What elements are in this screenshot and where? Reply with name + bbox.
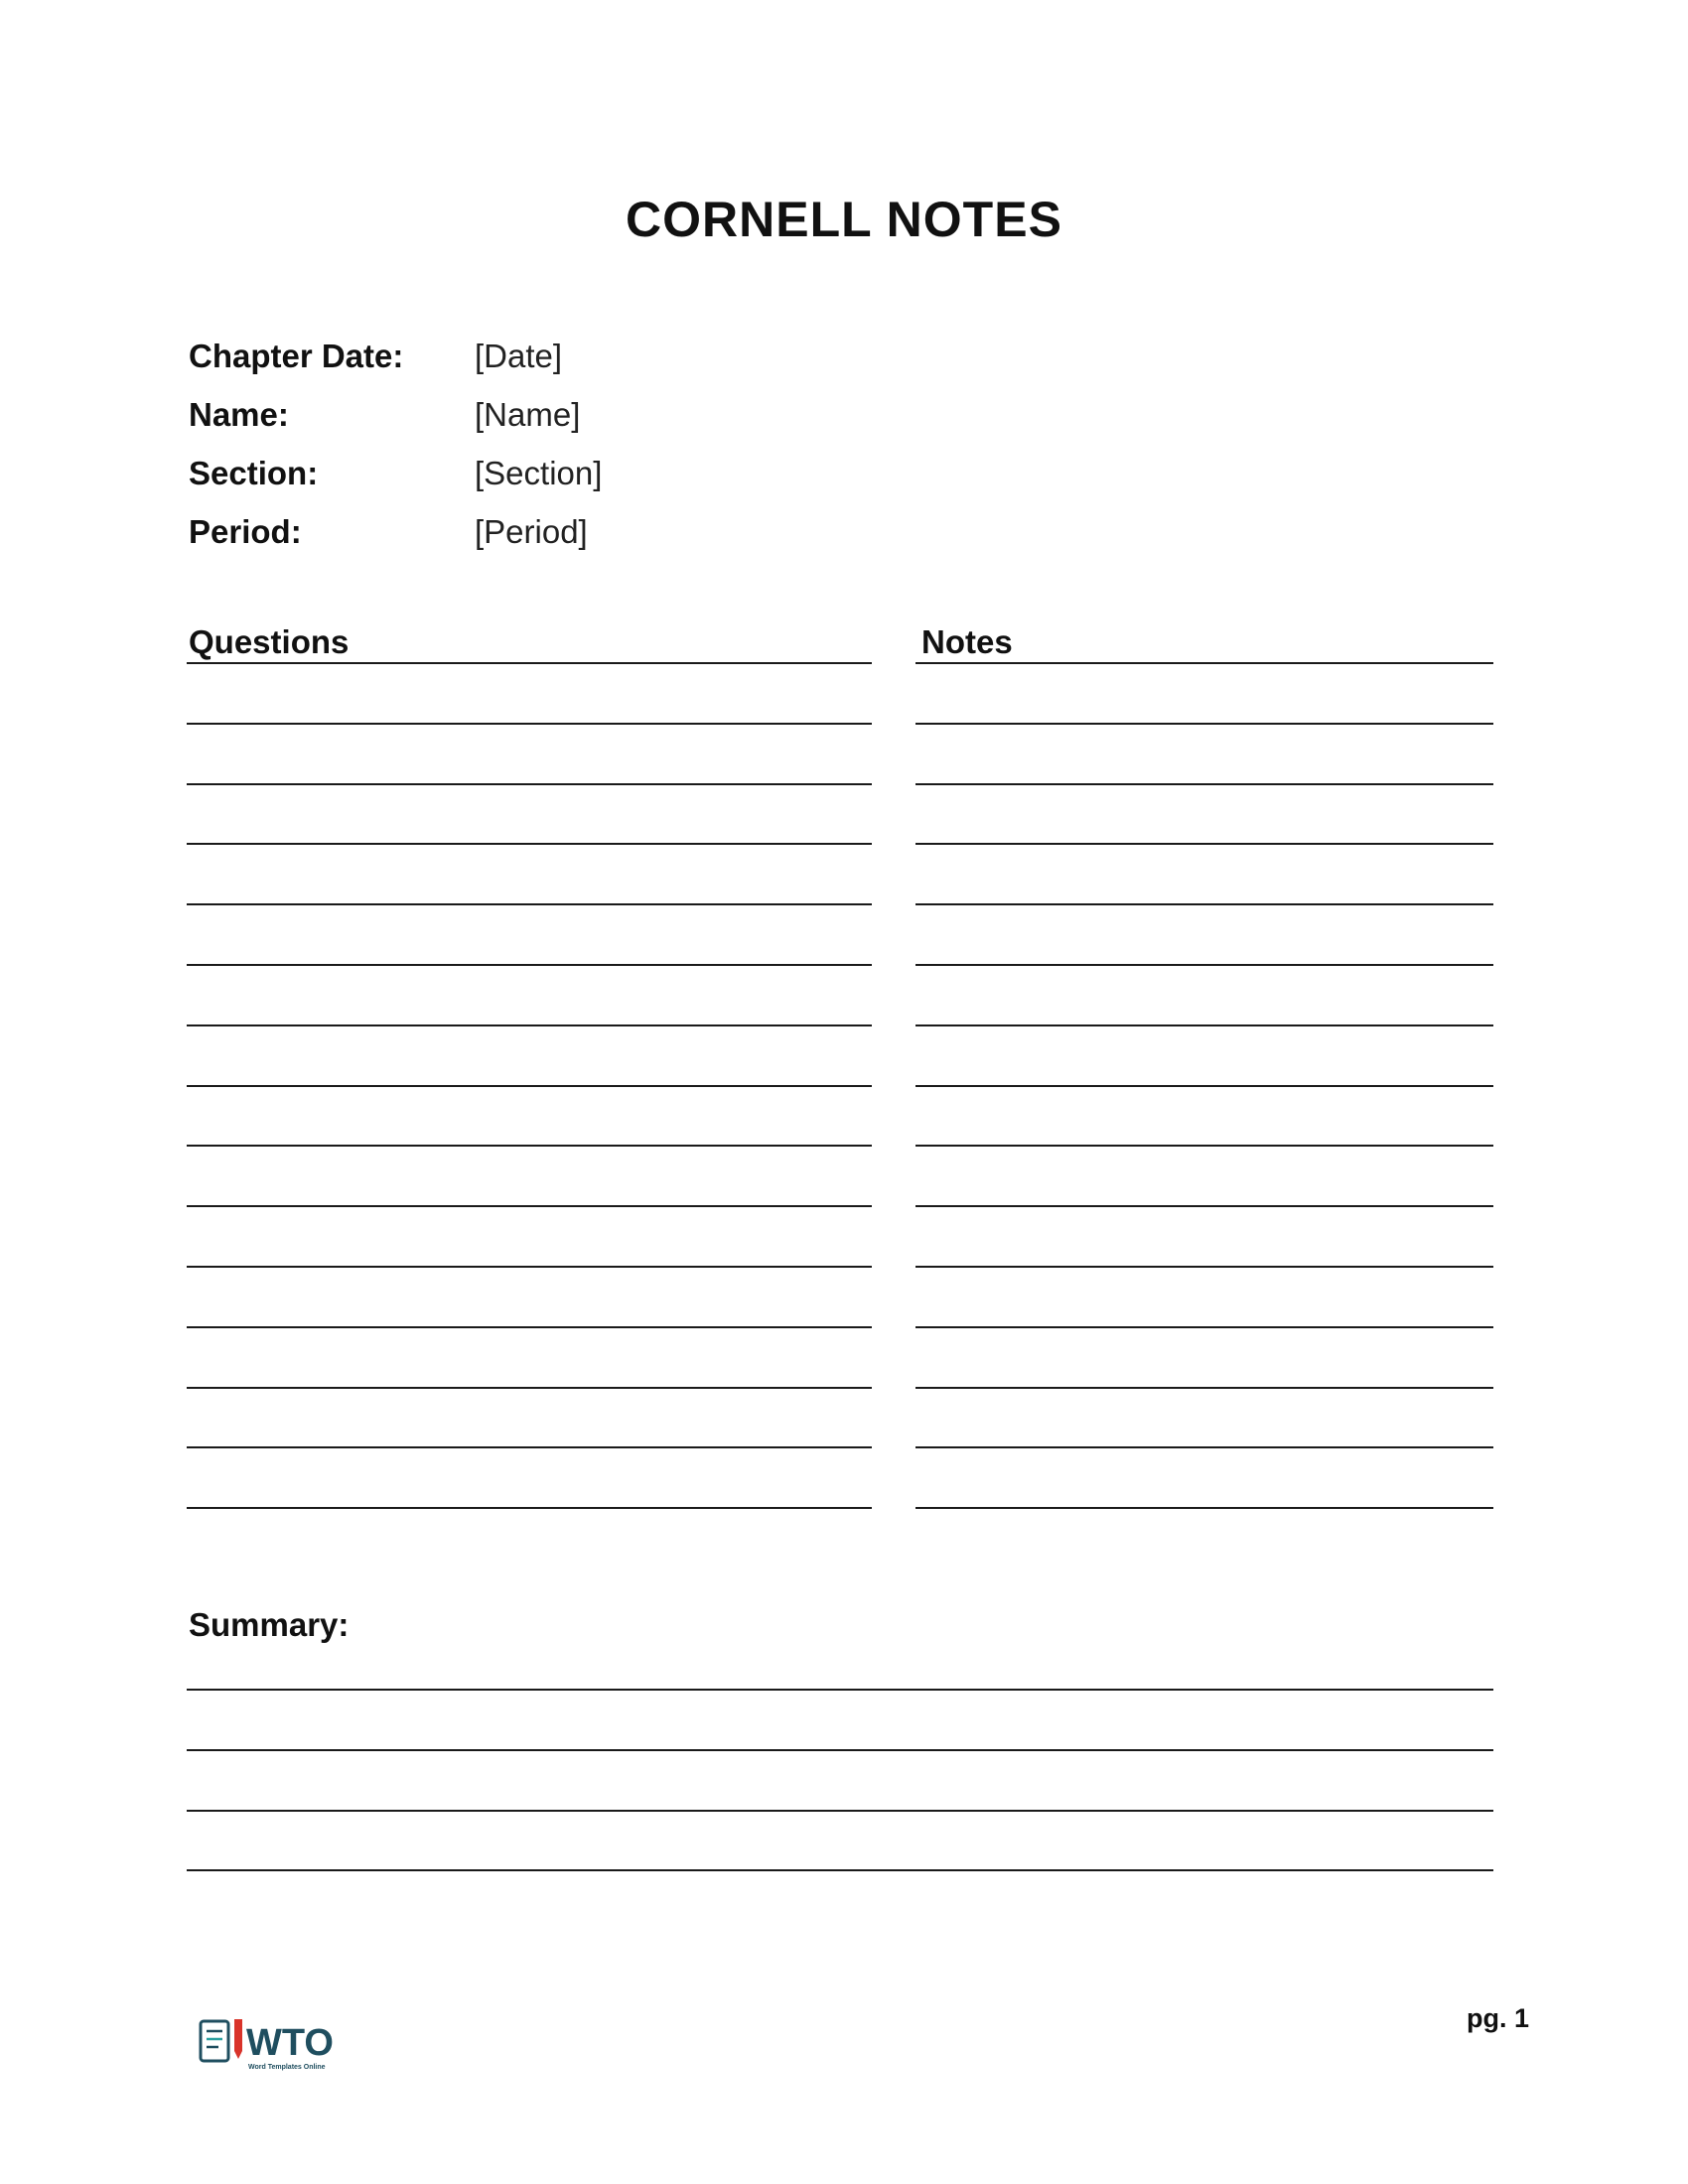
- meta-label: Section:: [189, 454, 319, 491]
- notes-line: [915, 1085, 1493, 1087]
- meta-row-chapter-date: [189, 334, 562, 377]
- questions-line: [187, 723, 872, 725]
- logo-wordmark: WTO: [246, 2022, 334, 2064]
- meta-value[interactable]: [Date]: [475, 337, 563, 374]
- summary-line: [187, 1749, 1493, 1751]
- notes-line: [915, 843, 1493, 845]
- notes-line: [915, 1205, 1493, 1207]
- notes-line: [915, 723, 1493, 725]
- notes-heading: Notes: [921, 623, 1013, 660]
- notes-line: [915, 783, 1493, 785]
- questions-line: [187, 662, 872, 664]
- questions-line: [187, 1446, 872, 1448]
- meta-value[interactable]: [Name]: [475, 395, 581, 433]
- meta-row-section: [189, 451, 602, 494]
- notes-line: [915, 1145, 1493, 1147]
- meta-label: Chapter Date:: [189, 337, 404, 374]
- summary-line: [187, 1810, 1493, 1812]
- notes-line: [915, 1326, 1493, 1328]
- meta-row-name: [189, 392, 580, 436]
- questions-line: [187, 1507, 872, 1509]
- questions-line: [187, 1387, 872, 1389]
- questions-line: [187, 1024, 872, 1026]
- summary-line: [187, 1869, 1493, 1871]
- meta-label: Name:: [189, 395, 289, 433]
- meta-label: Period:: [189, 512, 302, 550]
- questions-line: [187, 1326, 872, 1328]
- notes-line: [915, 903, 1493, 905]
- page-title: CORNELL NOTES: [626, 192, 1062, 247]
- questions-line: [187, 1085, 872, 1087]
- questions-line: [187, 1145, 872, 1147]
- questions-heading: Questions: [189, 623, 350, 660]
- questions-line: [187, 1205, 872, 1207]
- logo-tagline: Word Templates Online: [248, 2064, 326, 2071]
- notes-line: [915, 964, 1493, 966]
- summary-heading: Summary:: [189, 1606, 350, 1643]
- notes-line: [915, 1507, 1493, 1509]
- notes-line: [915, 1446, 1493, 1448]
- notes-line: [915, 1266, 1493, 1268]
- questions-line: [187, 903, 872, 905]
- wto-logo-icon: [199, 2015, 357, 2075]
- notes-line: [915, 662, 1493, 664]
- questions-line: [187, 964, 872, 966]
- questions-line: [187, 783, 872, 785]
- wto-logo: [199, 2015, 357, 2075]
- questions-line: [187, 1266, 872, 1268]
- meta-value[interactable]: [Period]: [475, 512, 588, 550]
- notes-line: [915, 1024, 1493, 1026]
- meta-row-period: [189, 509, 588, 553]
- notes-line: [915, 1387, 1493, 1389]
- page-number: pg. 1: [1466, 2003, 1529, 2033]
- summary-line: [187, 1689, 1493, 1691]
- meta-value[interactable]: [Section]: [475, 454, 603, 491]
- questions-line: [187, 843, 872, 845]
